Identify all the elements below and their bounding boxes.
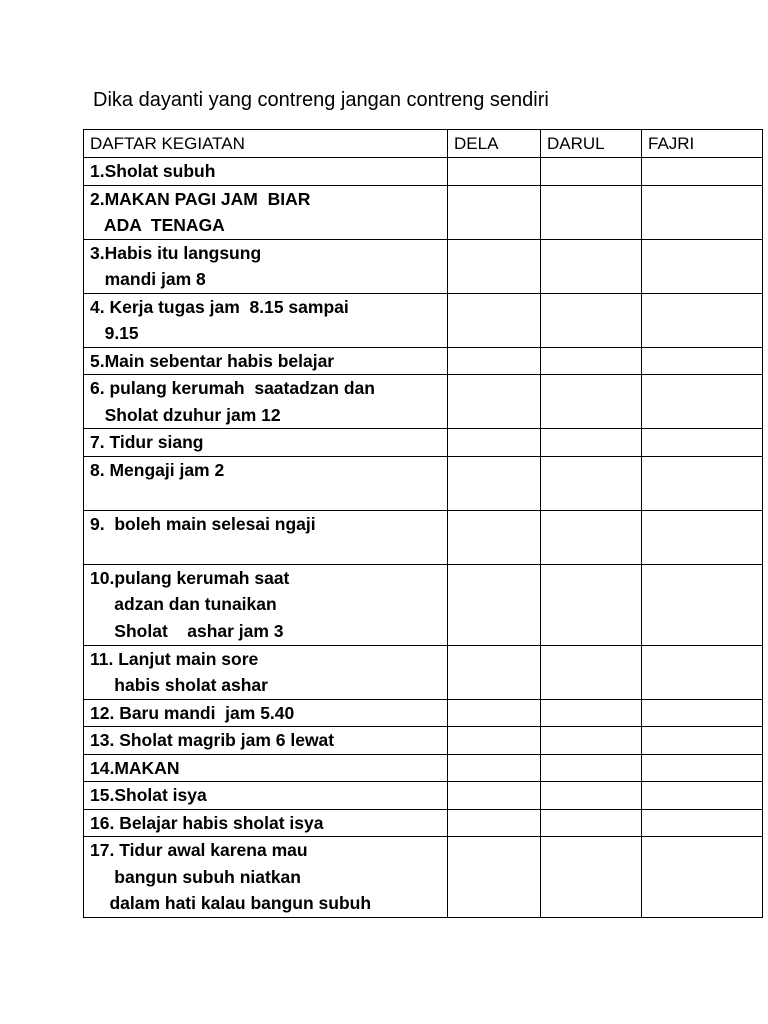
header-fajri: FAJRI [642,130,763,158]
activity-label: 1.Sholat subuh [84,158,448,186]
check-cell-darul[interactable] [541,510,642,564]
activity-label: 2.MAKAN PAGI JAM BIAR ADA TENAGA [84,185,448,239]
check-cell-fajri[interactable] [642,293,763,347]
check-cell-darul[interactable] [541,347,642,375]
check-cell-dela[interactable] [448,645,541,699]
check-cell-dela[interactable] [448,456,541,510]
check-cell-dela[interactable] [448,185,541,239]
activity-label: 7. Tidur siang [84,429,448,457]
activity-label: 6. pulang kerumah saatadzan dan Sholat dzuhur jam 12 [84,375,448,429]
check-cell-dela[interactable] [448,782,541,810]
activity-checklist-table [83,129,763,918]
page-title: Dika dayanti yang contreng jangan contreng sendiri [93,89,549,111]
header-dela: DELA [448,130,541,158]
check-cell-fajri[interactable] [642,347,763,375]
activity-label: 17. Tidur awal karena mau bangun subuh niatkan dalam hati kalau bangun subuh [84,837,448,918]
check-cell-dela[interactable] [448,375,541,429]
check-cell-darul[interactable] [541,185,642,239]
activity-label: 11. Lanjut main sore habis sholat ashar [84,645,448,699]
table-row [84,375,763,429]
table-row [84,837,763,918]
check-cell-fajri[interactable] [642,456,763,510]
table-row [84,645,763,699]
table-row [84,809,763,837]
check-cell-dela[interactable] [448,347,541,375]
check-cell-dela[interactable] [448,429,541,457]
check-cell-dela[interactable] [448,727,541,755]
check-cell-darul[interactable] [541,158,642,186]
check-cell-fajri[interactable] [642,564,763,645]
check-cell-darul[interactable] [541,456,642,510]
check-cell-dela[interactable] [448,293,541,347]
table-row [84,347,763,375]
check-cell-darul[interactable] [541,809,642,837]
header-activity: DAFTAR KEGIATAN [84,130,448,158]
table-row [84,239,763,293]
check-cell-fajri[interactable] [642,809,763,837]
check-cell-darul[interactable] [541,429,642,457]
check-cell-fajri[interactable] [642,158,763,186]
check-cell-darul[interactable] [541,375,642,429]
table-row [84,456,763,510]
check-cell-dela[interactable] [448,158,541,186]
activity-label: 4. Kerja tugas jam 8.15 sampai 9.15 [84,293,448,347]
check-cell-fajri[interactable] [642,429,763,457]
check-cell-fajri[interactable] [642,727,763,755]
check-cell-darul[interactable] [541,754,642,782]
check-cell-dela[interactable] [448,754,541,782]
table-row [84,564,763,645]
activity-label: 5.Main sebentar habis belajar [84,347,448,375]
check-cell-darul[interactable] [541,239,642,293]
table-row [84,158,763,186]
check-cell-darul[interactable] [541,645,642,699]
table-row [84,429,763,457]
check-cell-dela[interactable] [448,239,541,293]
check-cell-fajri[interactable] [642,239,763,293]
check-cell-fajri[interactable] [642,754,763,782]
check-cell-darul[interactable] [541,293,642,347]
header-row [84,130,763,158]
check-cell-darul[interactable] [541,837,642,918]
activity-label: 12. Baru mandi jam 5.40 [84,699,448,727]
table-row [84,185,763,239]
check-cell-darul[interactable] [541,727,642,755]
check-cell-fajri[interactable] [642,699,763,727]
table-row [84,699,763,727]
check-cell-fajri[interactable] [642,837,763,918]
table-row [84,727,763,755]
activity-label: 8. Mengaji jam 2 [84,456,448,510]
check-cell-darul[interactable] [541,699,642,727]
activity-label: 9. boleh main selesai ngaji [84,510,448,564]
check-cell-darul[interactable] [541,782,642,810]
check-cell-dela[interactable] [448,699,541,727]
activity-label: 14.MAKAN [84,754,448,782]
check-cell-fajri[interactable] [642,510,763,564]
activity-label: 13. Sholat magrib jam 6 lewat [84,727,448,755]
table-row [84,293,763,347]
check-cell-dela[interactable] [448,510,541,564]
activity-label: 3.Habis itu langsung mandi jam 8 [84,239,448,293]
table-row [84,754,763,782]
table-row [84,782,763,810]
check-cell-dela[interactable] [448,809,541,837]
activity-label: 16. Belajar habis sholat isya [84,809,448,837]
check-cell-fajri[interactable] [642,782,763,810]
table-row [84,510,763,564]
activity-label: 15.Sholat isya [84,782,448,810]
check-cell-fajri[interactable] [642,645,763,699]
check-cell-fajri[interactable] [642,375,763,429]
check-cell-dela[interactable] [448,837,541,918]
activity-label: 10.pulang kerumah saat adzan dan tunaikan Sholat ashar jam 3 [84,564,448,645]
header-darul: DARUL [541,130,642,158]
check-cell-fajri[interactable] [642,185,763,239]
check-cell-darul[interactable] [541,564,642,645]
check-cell-dela[interactable] [448,564,541,645]
